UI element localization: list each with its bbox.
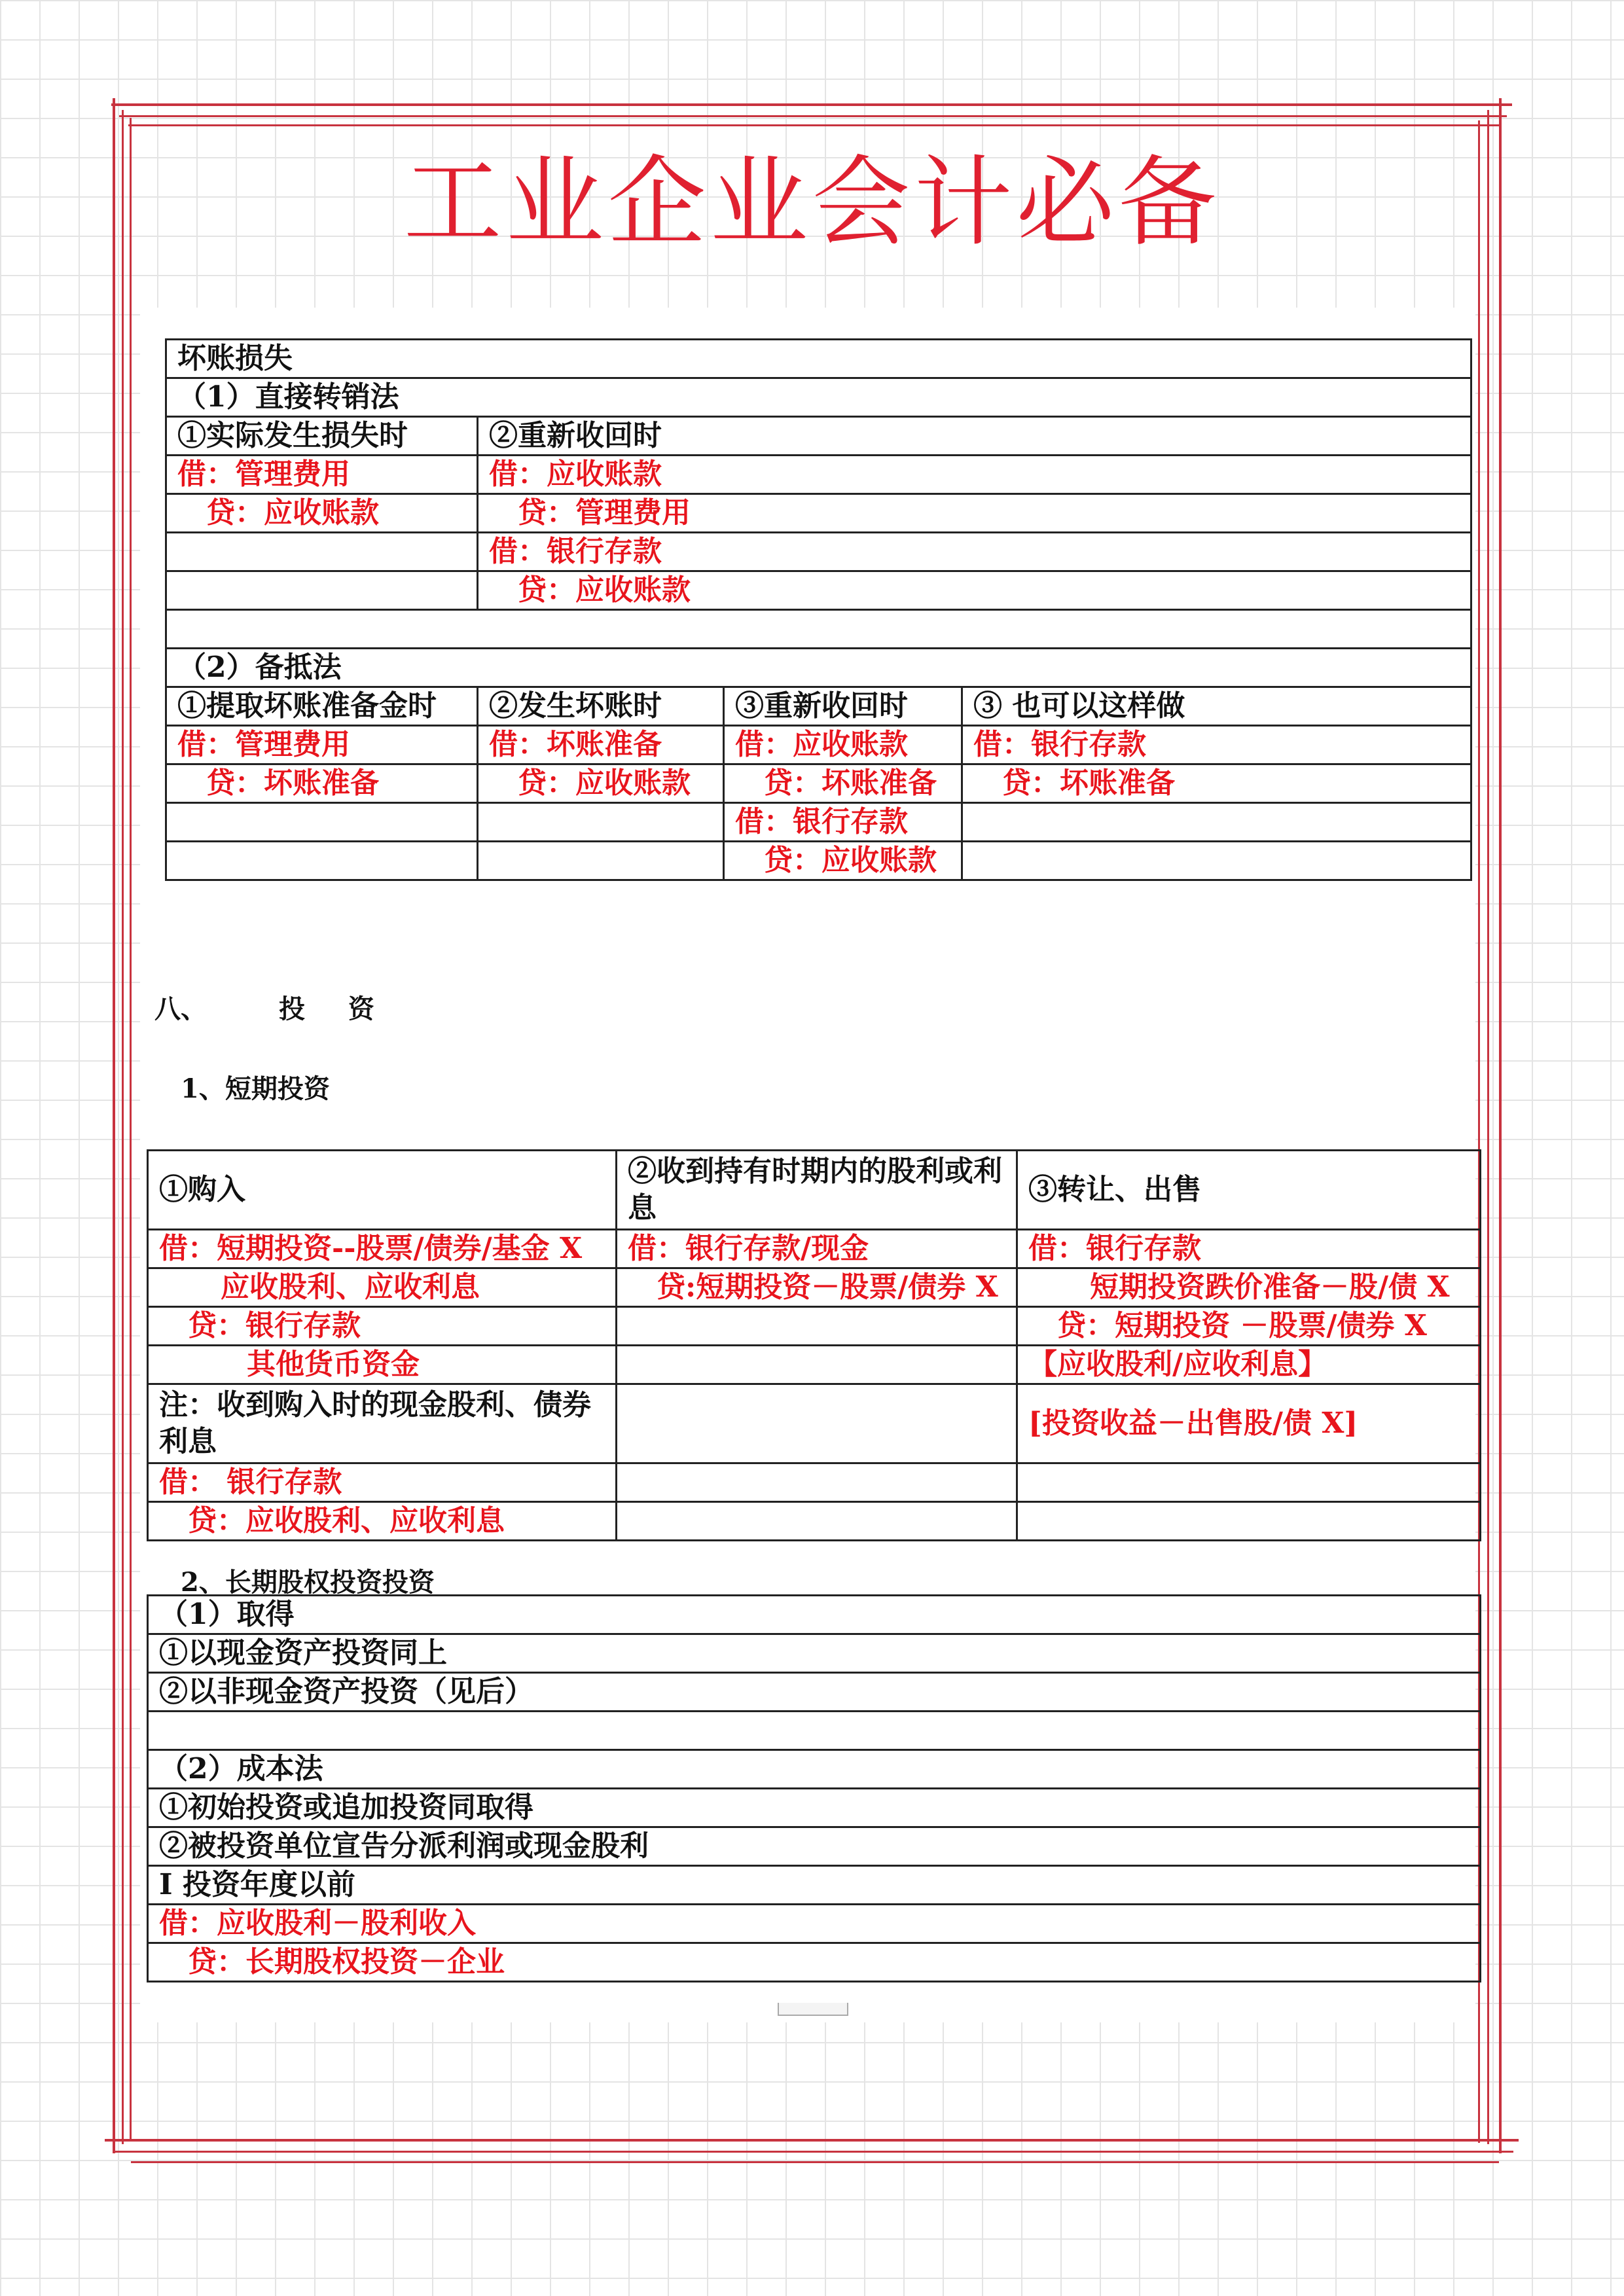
table-cell: 借：坏账准备 — [478, 726, 724, 764]
table-cell: 【应收股利/应收利息】 — [1017, 1346, 1481, 1384]
table-cell: 借：管理费用 — [166, 726, 478, 764]
table-cell: 贷：坏账准备 — [962, 764, 1471, 803]
table-cell: ②重新收回时 — [478, 417, 1471, 456]
table-cell — [617, 1463, 1017, 1502]
table-cell: 短期投资跌价准备－股/债 X — [1017, 1268, 1481, 1307]
table-cell: 贷：应收账款 — [478, 764, 724, 803]
table-cell: 借：管理费用 — [166, 456, 478, 494]
table-cell: 借：应收账款 — [478, 456, 1471, 494]
table-cell: 借：应收股利－股利收入 — [148, 1905, 1481, 1943]
short-term-investment-table — [147, 1149, 1481, 1541]
table-cell: ②发生坏账时 — [478, 687, 724, 726]
section-eight-heading — [154, 988, 391, 1026]
table-cell — [166, 610, 1471, 649]
table-cell: [投资收益－出售股/债 X] — [1017, 1384, 1481, 1463]
table-cell: 借： 银行存款 — [148, 1463, 617, 1502]
allowance-method-title: （2）备抵法 — [166, 649, 1471, 687]
table-cell: 注：收到购入时的现金股利、债券利息 — [148, 1384, 617, 1463]
table-cell — [148, 1712, 1481, 1750]
direct-writeoff-title: （1）直接转销法 — [166, 378, 1471, 417]
table-cell — [166, 842, 478, 880]
table-cell: 借：银行存款 — [478, 533, 1471, 571]
table-cell — [962, 803, 1471, 842]
long-term-investment-table — [147, 1594, 1481, 1982]
table-cell — [478, 842, 724, 880]
table-cell: ①实际发生损失时 — [166, 417, 478, 456]
long-term-heading: 2、长期股权投资投资 — [181, 1567, 435, 1598]
table-cell — [617, 1384, 1017, 1463]
table-cell — [617, 1502, 1017, 1541]
table-cell — [962, 842, 1471, 880]
table-cell: 贷：应收账款 — [724, 842, 962, 880]
table-cell: 借：银行存款 — [724, 803, 962, 842]
table-cell: ②收到持有时期内的股利或利息 — [617, 1151, 1017, 1230]
short-term-heading: 1、短期投资 — [181, 1073, 330, 1104]
table-cell: ②被投资单位宣告分派利润或现金股利 — [148, 1827, 1481, 1866]
table-cell — [1017, 1502, 1481, 1541]
section-number: 八、 — [154, 994, 207, 1024]
table-cell: 其他货币资金 — [148, 1346, 617, 1384]
table-cell — [478, 803, 724, 842]
page-title: 工业企业会计必备 — [403, 146, 1221, 260]
table-cell — [166, 571, 478, 610]
table-cell: 贷：应收账款 — [166, 494, 478, 533]
table-cell: 贷：银行存款 — [148, 1307, 617, 1346]
table-cell: ③重新收回时 — [724, 687, 962, 726]
table-cell: ③ 也可以这样做 — [962, 687, 1471, 726]
table-cell: 贷：短期投资 －股票/债券 X — [1017, 1307, 1481, 1346]
table-cell — [617, 1346, 1017, 1384]
table-cell: ①初始投资或追加投资同取得 — [148, 1789, 1481, 1827]
table-cell: 贷：长期股权投资－企业 — [148, 1943, 1481, 1982]
table-cell: ①提取坏账准备金时 — [166, 687, 478, 726]
table-cell — [166, 533, 478, 571]
table-cell: ③转让、出售 — [1017, 1151, 1481, 1230]
table-cell: 贷：应收账款 — [478, 571, 1471, 610]
table-cell — [617, 1307, 1017, 1346]
page-break-marker — [778, 2003, 848, 2016]
table-cell: 贷：应收股利、应收利息 — [148, 1502, 617, 1541]
table-cell: 贷：坏账准备 — [724, 764, 962, 803]
table-cell: （2）成本法 — [148, 1750, 1481, 1789]
table-cell: ①购入 — [148, 1151, 617, 1230]
table-cell: 借：短期投资--股票/债券/基金 X — [148, 1230, 617, 1268]
table-cell: 贷:短期投资－股票/债券 X — [617, 1268, 1017, 1307]
table-cell: 贷：管理费用 — [478, 494, 1471, 533]
table-cell: 贷：坏账准备 — [166, 764, 478, 803]
table-cell: I 投资年度以前 — [148, 1866, 1481, 1905]
table-cell: 应收股利、应收利息 — [148, 1268, 617, 1307]
bad-debt-heading: 坏账损失 — [166, 340, 1471, 378]
table-cell — [166, 803, 478, 842]
table-cell — [1017, 1463, 1481, 1502]
bad-debt-table — [165, 338, 1472, 881]
section-title: 投 资 — [279, 994, 391, 1024]
table-cell: 借：银行存款/现金 — [617, 1230, 1017, 1268]
table-cell: ①以现金资产投资同上 — [148, 1634, 1481, 1673]
table-cell: 借：银行存款 — [1017, 1230, 1481, 1268]
table-cell: ②以非现金资产投资（见后） — [148, 1673, 1481, 1712]
table-cell: （1）取得 — [148, 1596, 1481, 1634]
table-cell: 借：应收账款 — [724, 726, 962, 764]
table-cell: 借：银行存款 — [962, 726, 1471, 764]
